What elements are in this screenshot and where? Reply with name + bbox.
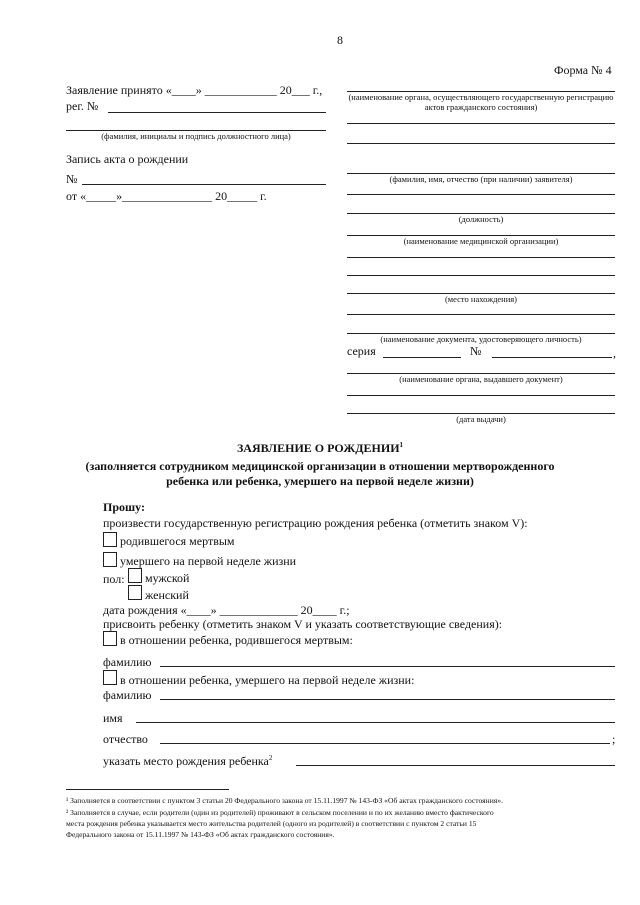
sex-label: пол: [103, 572, 125, 586]
doc-number-field[interactable] [492, 357, 612, 358]
document-subtitle-line2: ребенка или ребенка, умершего на первой неделе жизни) [166, 474, 474, 488]
stillborn-checkbox[interactable] [103, 532, 117, 547]
med-org-field-3[interactable] [347, 275, 615, 276]
series-field[interactable] [383, 357, 461, 358]
birth-date-line: дата рождения «____» _____________ 20____ г.; [103, 603, 350, 617]
footnote-2-line3: Федерального закона от 15.11.1997 № 143-ФЗ «Об актах гражданского состояния». [66, 830, 335, 839]
location-field-2[interactable] [347, 314, 615, 315]
request-label: Прошу: [103, 500, 145, 514]
record-number-label: № [66, 172, 78, 186]
footnote-separator [66, 789, 229, 790]
record-title: Запись акта о рождении [66, 152, 189, 166]
official-caption: (фамилия, инициалы и подпись должностного лица) [101, 131, 291, 141]
stillborn-child-checkbox[interactable] [103, 631, 117, 646]
issue-date-caption: (дата выдачи) [456, 414, 506, 424]
patronymic-end: ; [612, 732, 616, 746]
surname-field[interactable] [160, 666, 615, 667]
id-doc-caption: (наименование документа, удостоверяющего личность) [380, 334, 582, 344]
patronymic-field[interactable] [160, 743, 610, 744]
surname-field-2[interactable] [160, 699, 615, 700]
birthplace-field[interactable] [296, 765, 615, 766]
reg-number-label: рег. № [66, 99, 99, 113]
died-first-week-checkbox[interactable] [103, 552, 117, 567]
document-title: ЗАЯВЛЕНИЕ О РОЖДЕНИИ$^1$ [236, 441, 404, 455]
sex-female-checkbox[interactable] [128, 585, 142, 600]
patronymic-label: отчество [103, 732, 148, 746]
issuer-caption: (наименование органа, выдавшего документ) [399, 374, 563, 384]
applicant-name-caption: (фамилия, имя, отчество (при наличии) заявителя) [389, 174, 573, 184]
issuer-field-2[interactable] [347, 395, 615, 396]
doc-number-label: № [470, 344, 482, 358]
footnote-2-line2: места рождения ребенка указывается место жительства родителей (одного из родителей) в соответствии с пунктом 2 статьи 15 [66, 819, 477, 828]
page-number: 8 [337, 33, 343, 47]
applicant-name-field-2[interactable] [347, 194, 615, 195]
died-child-label: в отношении ребенка, умершего на первой неделе жизни: [120, 673, 415, 687]
footnote-1: ¹ Заполняется в соответствии с пунктом 3 статьи 20 Федерального закона от 15.11.1997 № 143-ФЗ «Об актах гражданского состояния». [66, 796, 503, 805]
sex-male-checkbox[interactable] [128, 568, 142, 583]
footnote-2-line1: ² Заполняется в случае, если родители (один из родителей) проживают в сельском поселении и по их желанию вместо фактического [66, 808, 494, 817]
surname-label-2: фамилию [103, 688, 152, 702]
location-caption: (место нахождения) [444, 294, 518, 304]
died-first-week-label: умершего на первой неделе жизни [120, 554, 297, 568]
form-number: Форма № 4 [554, 63, 612, 77]
record-number-field[interactable] [82, 184, 326, 185]
authority-field-3[interactable] [347, 143, 615, 144]
med-org-caption: (наименование медицинской организации) [403, 236, 559, 246]
authority-caption: (наименование органа, осуществляющего государственную регистрацию актов гражданского состояния) [348, 92, 614, 112]
died-child-checkbox[interactable] [103, 670, 117, 685]
sex-female-label: женский [145, 588, 189, 602]
accepted-line: Заявление принято «____» ____________ 20___ г., [66, 83, 323, 97]
name-field[interactable] [136, 722, 615, 723]
record-date-line: от «_____»_______________ 20_____ г. [66, 189, 267, 203]
sex-male-label: мужской [145, 571, 190, 585]
position-caption: (должность) [458, 214, 504, 224]
surname-label: фамилию [103, 655, 152, 669]
authority-field-2[interactable] [347, 123, 615, 124]
reg-number-field[interactable] [108, 112, 326, 113]
assign-text: присвоить ребенку (отметить знаком V и указать соответствующие сведения): [103, 617, 503, 631]
name-label: имя [103, 711, 123, 725]
med-org-field-2[interactable] [347, 257, 615, 258]
birthplace-label: указать место рождения ребенка$^2$ [103, 754, 273, 768]
document-subtitle-line1: (заполняется сотрудником медицинской организации в отношении мертворожденного [85, 459, 555, 473]
series-label: серия [347, 344, 376, 358]
stillborn-label: родившегося мертвым [120, 534, 235, 548]
stillborn-child-label: в отношении ребенка, родившегося мертвым: [120, 633, 353, 647]
register-text: произвести государственную регистрацию рождения ребенка (отметить знаком V): [103, 516, 528, 530]
